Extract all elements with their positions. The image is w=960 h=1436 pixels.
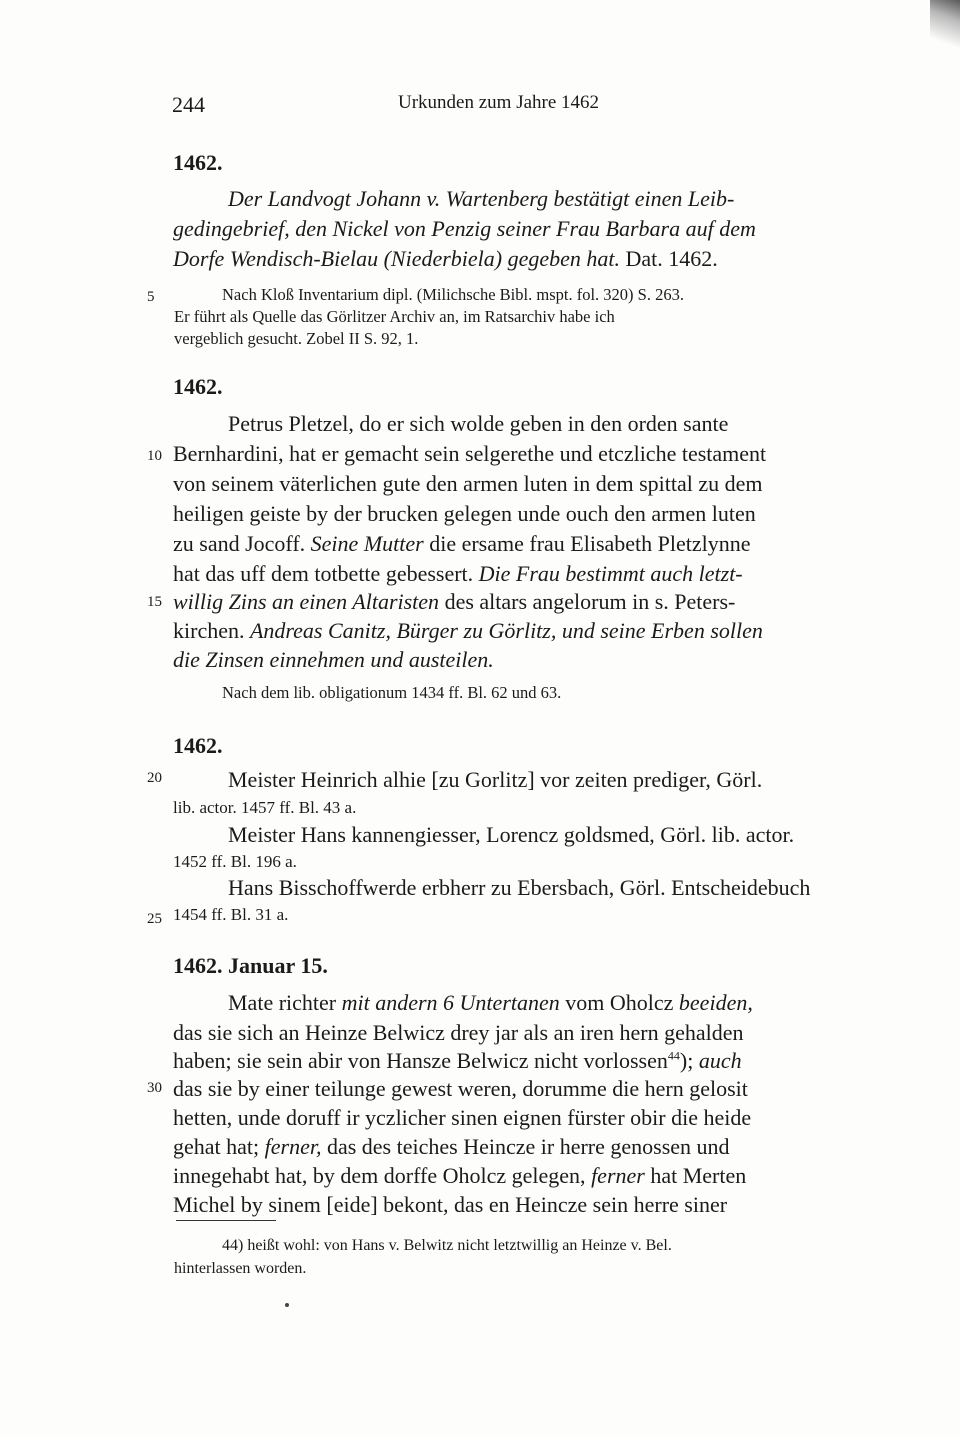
text-line: [173, 1134, 730, 1160]
italic-span: Die Frau bestimmt auch letzt-: [478, 561, 743, 586]
text-span: );: [679, 1048, 699, 1073]
text-line: hetten, unde doruff ir yczlicher sinen eignen fürster obir die heide: [173, 1105, 752, 1130]
line-number: 30: [147, 1080, 162, 1096]
line-number: 10: [147, 448, 162, 464]
text-span: das des teiches Heincze ir herre genossen und: [321, 1134, 730, 1159]
source-note: Er führt als Quelle das Görlitzer Archiv an, im Ratsarchiv habe ich: [174, 307, 615, 326]
text-line: [173, 531, 751, 557]
source-note: Nach Kloß Inventarium dipl. (Milichsche Bibl. mspt. fol. 320) S. 263.: [222, 285, 684, 304]
text-span: hat das uff dem totbette gebessert.: [173, 561, 479, 586]
text-line: Petrus Pletzel, do er sich wolde geben in den orden sante: [228, 411, 729, 436]
text-span: des altars angelorum in s. Peters-: [439, 589, 736, 614]
entry-date: 1462.: [173, 733, 223, 758]
text-span: kirchen.: [173, 618, 250, 643]
italic-span: auch: [698, 1048, 742, 1073]
text-line: Michel by sinem [eide] bekont, das en Heincze sein herre siner: [173, 1192, 728, 1217]
entry-date: 1462. Januar 15.: [173, 953, 328, 978]
ref-line: lib. actor. 1457 ff. Bl. 43 a.: [173, 798, 357, 817]
text-line: Meister Heinrich alhie [zu Gorlitz] vor zeiten prediger, Görl.: [228, 767, 763, 792]
text-line: die Zinsen einnehmen und austeilen.: [173, 647, 494, 672]
text-line: [173, 618, 763, 644]
text-line: [173, 589, 735, 615]
ref-line: 1454 ff. Bl. 31 a.: [173, 905, 289, 924]
summary-line: gedingebrief, den Nickel von Penzig seiner Frau Barbara auf dem: [173, 216, 756, 241]
line-number: 25: [147, 911, 162, 927]
text-span: vom Oholcz: [559, 990, 679, 1015]
running-title: Urkunden zum Jahre 1462: [398, 92, 600, 113]
speck-mark: [285, 1303, 289, 1307]
summary-line: [173, 246, 718, 272]
text-line: [173, 561, 743, 587]
italic-span: beeiden,: [678, 990, 753, 1015]
footnote-rule: [176, 1220, 276, 1221]
text-span: Mate richter: [228, 990, 342, 1015]
entry-date: 1462.: [173, 374, 223, 399]
entry-date: 1462.: [173, 150, 223, 175]
italic-span: Andreas Canitz, Bürger zu Görlitz, und seine Erben sollen: [249, 618, 763, 643]
text-line: [228, 990, 753, 1016]
text-line: das sie by einer teilunge gewest weren, dorumme die hern gelosit: [173, 1076, 748, 1101]
footnote: 44) heißt wohl: von Hans v. Belwitz nicht letztwillig an Heinze v. Bel.: [222, 1237, 672, 1254]
italic-span: willig Zins an einen Altaristen: [173, 589, 440, 614]
text-span: die ersame frau Elisabeth Pletzlynne: [423, 531, 751, 556]
line-number: 15: [147, 594, 162, 610]
text-line: von seinem väterlichen gute den armen luten in dem spittal zu dem: [173, 471, 763, 496]
italic-span: ferner,: [264, 1134, 322, 1159]
footnote: hinterlassen worden.: [174, 1260, 307, 1277]
text-line: Meister Hans kannengiesser, Lorencz goldsmed, Görl. lib. actor.: [228, 822, 795, 847]
page-number: 244: [172, 92, 205, 117]
summary-italic: Dorfe Wendisch-Bielau (Niederbiela) gegeben hat.: [173, 246, 621, 271]
line-number: 5: [147, 289, 155, 305]
text-span: hat Merten: [644, 1163, 747, 1188]
italic-span: mit andern 6 Untertanen: [341, 990, 560, 1015]
text-line: Hans Bisschoffwerde erbherr zu Ebersbach, Görl. Entscheidebuch: [228, 875, 811, 900]
summary-line: Der Landvogt Johann v. Wartenberg bestätigt einen Leib-: [228, 186, 735, 211]
ref-line: 1452 ff. Bl. 196 a.: [173, 852, 297, 871]
source-note: Nach dem lib. obligationum 1434 ff. Bl. 62 und 63.: [222, 683, 562, 702]
footnote-ref: 44: [667, 1048, 680, 1063]
text-line: [173, 1163, 746, 1189]
text-line: [173, 1048, 742, 1074]
text-span: haben; sie sein abir von Hansze Belwicz nicht vorlossen: [173, 1048, 668, 1073]
italic-span: Seine Mutter: [310, 531, 424, 556]
italic-span: ferner: [591, 1163, 645, 1188]
line-number: 20: [147, 770, 162, 786]
text-span: zu sand Jocoff.: [173, 531, 311, 556]
text-line: das sie sich an Heinze Belwicz drey jar als an iren hern gehalden: [173, 1020, 744, 1045]
page-edge-shadow: [930, 0, 960, 50]
text-span: innegehabt hat, by dem dorffe Oholcz gelegen,: [173, 1163, 592, 1188]
text-line: Bernhardini, hat er gemacht sein selgerethe und etczliche testament: [173, 441, 767, 466]
text-line: heiligen geiste by der brucken gelegen unde ouch den armen luten: [173, 501, 756, 526]
summary-dat: Dat. 1462.: [620, 246, 718, 271]
source-note: vergeblich gesucht. Zobel II S. 92, 1.: [174, 329, 419, 348]
text-span: gehat hat;: [173, 1134, 265, 1159]
